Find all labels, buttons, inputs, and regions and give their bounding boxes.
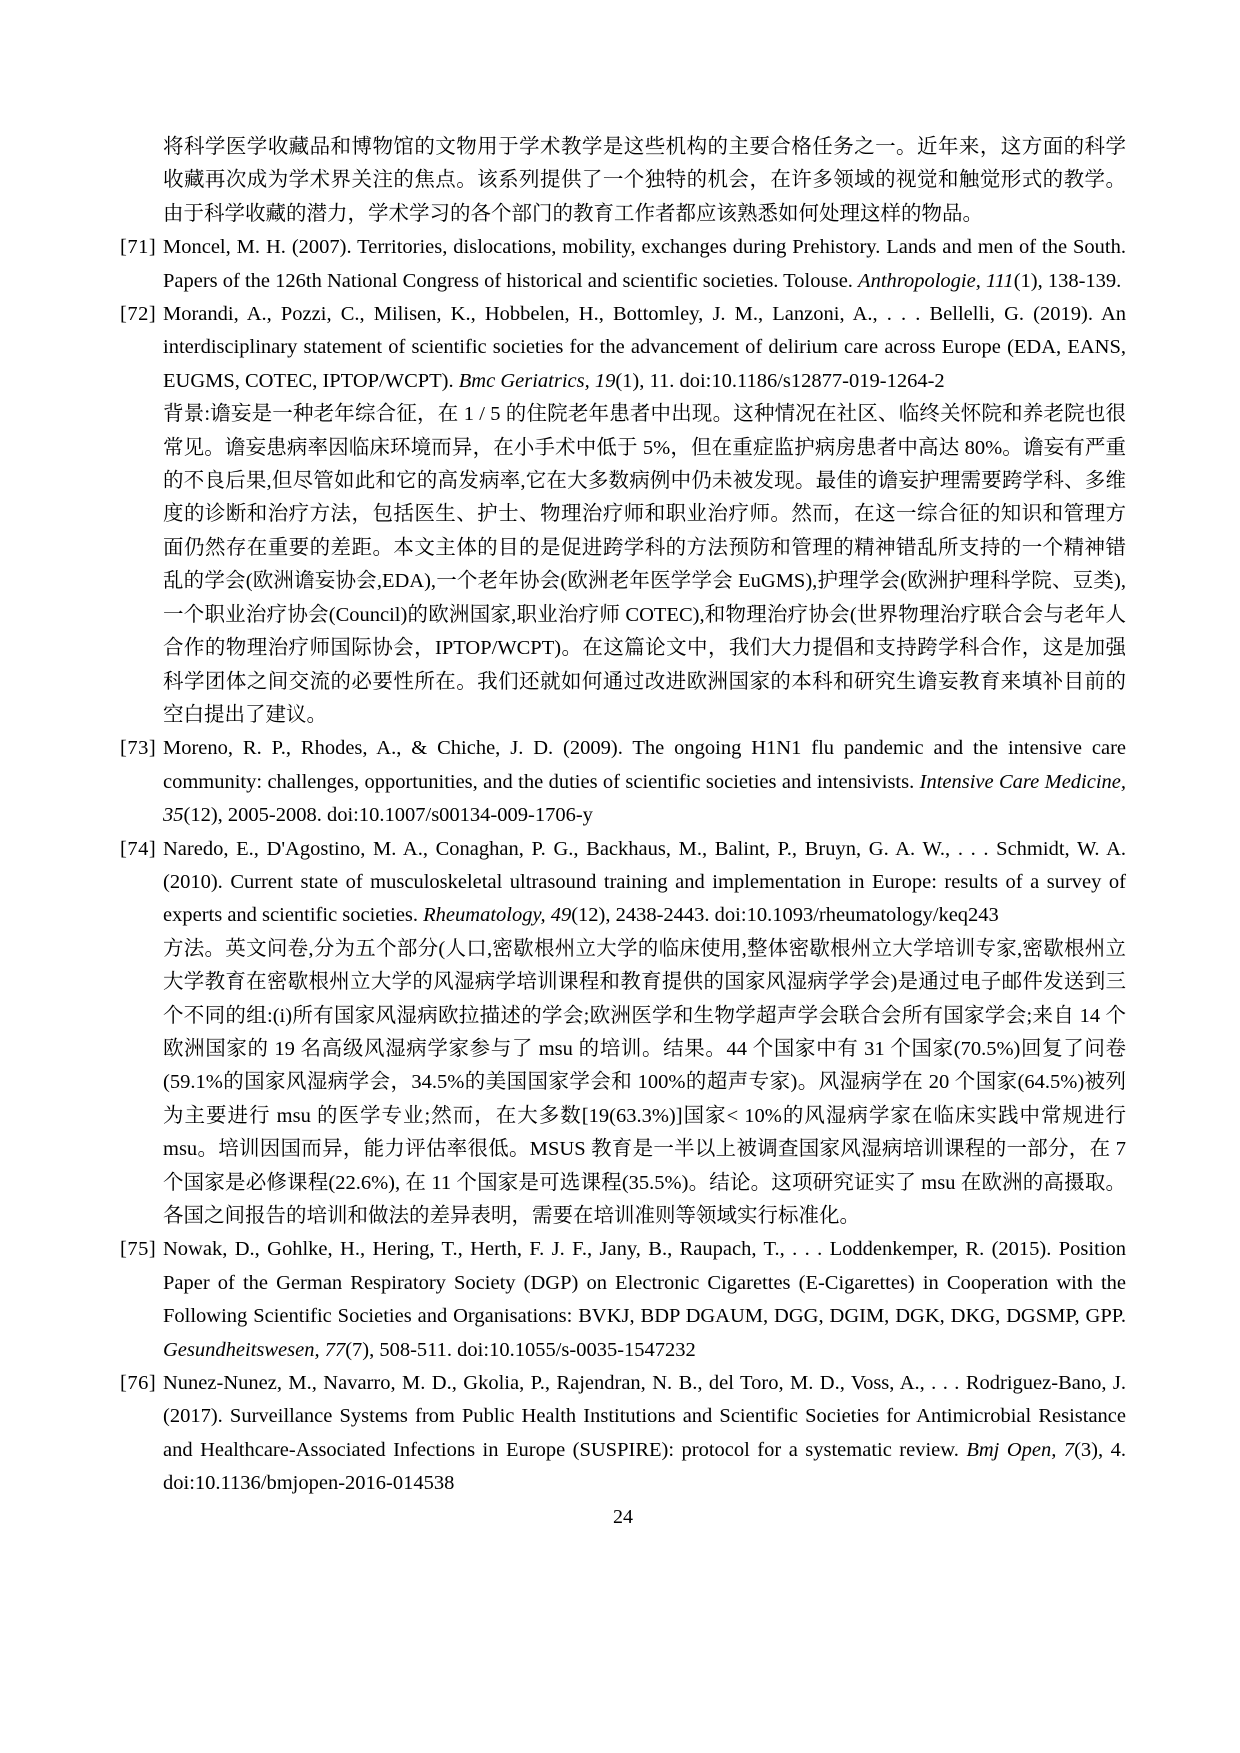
reference-71 xyxy=(120,231,1126,298)
citation-text: (7), 508-511. doi:10.1055/s-0035-1547232 xyxy=(345,1338,696,1361)
journal-name-italic: Intensive Care Medicine, 35 xyxy=(163,770,1127,827)
references-section xyxy=(120,131,1126,1501)
citation-text: (1), 138-139. xyxy=(1013,269,1122,292)
reference-73 xyxy=(120,732,1126,832)
journal-name-italic: Rheumatology, 49 xyxy=(423,904,572,927)
journal-name-italic: Bmc Geriatrics, 19 xyxy=(458,369,616,392)
citation-text: Moncel, M. H. (2007). Territories, dislocations, mobility, exchanges during Prehistory. Lands and men of the South. Papers of the 126th National Congress of historical and scientific societies. Tolouse. xyxy=(163,236,1126,292)
citation-text: Nowak, D., Gohlke, H., Hering, T., Herth, F. J. F., Jany, B., Raupach, T., . . . Loddenkemper, R. (2015). Position Paper of the German Respiratory Society (DGP) on Electronic Cigarettes (E-Cigarettes) in Cooperation with the Following Scientific Societies and Organisations: BVKJ, BDP DGAUM, DGG, DGIM, DGK, DKG, DGSMP, GPP. xyxy=(163,1238,1126,1328)
reference-number: [71] xyxy=(120,236,157,259)
reference-72 xyxy=(120,298,1126,732)
reference-number: [72] xyxy=(120,303,157,326)
reference-citation xyxy=(163,303,1126,392)
journal-name-italic: Anthropologie, 111 xyxy=(858,269,1014,292)
journal-name-italic: Gesundheitswesen, 77 xyxy=(163,1338,346,1361)
citation-text: (12), 2438-2443. doi:10.1093/rheumatology/keq243 xyxy=(571,904,999,927)
reference-abstract-chinese: 方法。英文问卷,分为五个部分(人口,密歇根州立大学的临床使用,整体密歇根州立大学培训专家,密歇根州立大学教育在密歇根州立大学的风湿病学培训课程和教育提供的国家风湿病学学会)是通过电子邮件发送到三个不同的组:(i)所有国家风湿病欧拉描述的学会;欧洲医学和生物学超声学会联合会所有国家学会;来自 14 个欧洲国家的 19 名高级风湿病学家参与了 msu 的培训。结果。44 个国家中有 31 个国家(70.5%)回复了问卷(59.1%的国家风湿病学会，34.5%的美国国家学会和 100%的超声专家)。风湿病学在 20 个国家(64.5%)被列为主要进行 msu 的医学专业;然而，在大多数[19(63.3%)]国家< 10%的风湿病学家在临床实践中常规进行 msu。培训因国而异，能力评估率很低。MSUS 教育是一半以上被调查国家风湿病培训课程的一部分，在 7 个国家是必修课程(22.6%), 在 11 个国家是可选课程(35.5%)。结论。这项研究证实了 msu 在欧洲的高摄取。各国之间报告的培训和做法的差异表明，需要在培训准则等领域实行标准化。 xyxy=(163,937,1126,1227)
reference-citation xyxy=(163,838,1126,927)
page-number: 24 xyxy=(613,1506,633,1528)
reference-citation xyxy=(163,236,1126,291)
intro-paragraph-chinese: 将科学医学收藏品和博物馆的文物用于学术教学是这些机构的主要合格任务之一。近年来，这方面的科学收藏再次成为学术界关注的焦点。该系列提供了一个独特的机会，在许多领域的视觉和触觉形式的教学。由于科学收藏的潜力，学术学习的各个部门的教育工作者都应该熟悉如何处理这样的物品。 xyxy=(163,136,1126,225)
citation-text: (12), 2005-2008. doi:10.1007/s00134-009-1706-y xyxy=(183,804,593,827)
citation-text: (1), 11. doi:10.1186/s12877-019-1264-2 xyxy=(615,369,945,392)
reference-citation xyxy=(163,737,1126,826)
reference-number: [74] xyxy=(120,837,157,860)
reference-number: [76] xyxy=(120,1372,157,1395)
reference-75 xyxy=(120,1233,1126,1367)
reference-abstract-chinese: 背景:谵妄是一种老年综合征，在 1 / 5 的住院老年患者中出现。这种情况在社区、临终关怀院和养老院也很常见。谵妄患病率因临床环境而异，在小手术中低于 5%，但在重症监护病房患者中高达 80%。谵妄有严重的不良后果,但尽管如此和它的高发病率,它在大多数病例中仍未被发现。最佳的谵妄护理需要跨学科、多维度的诊断和治疗方法，包括医生、护士、物理治疗师和职业治疗师。然而，在这一综合征的知识和管理方面仍然存在重要的差距。本文主体的目的是促进跨学科的方法预防和管理的精神错乱所支持的一个精神错乱的学会(欧洲谵妄协会,EDA),一个老年协会(欧洲老年医学学会 EuGMS),护理学会(欧洲护理科学院、豆类),一个职业治疗协会(Council)的欧洲国家,职业治疗师 COTEC),和物理治疗协会(世界物理治疗联合会与老年人合作的物理治疗师国际协会，IPTOP/WCPT)。在这篇论文中，我们大力提倡和支持跨学科合作，这是加强科学团体之间交流的必要性所在。我们还就如何通过改进欧洲国家的本科和研究生谵妄教育来填补目前的空白提出了建议。 xyxy=(163,403,1126,726)
reference-number: [75] xyxy=(120,1238,157,1261)
citation-text: Naredo, E., D'Agostino, M. A., Conaghan, P. G., Backhaus, M., Balint, P., Bruyn, G. A. W., . . . Schmidt, W. A. (2010). Current state of musculoskeletal ultrasound training and implementation in Europe: results of a survey of experts and scientific societies. xyxy=(163,837,1126,927)
citation-text: Morandi, A., Pozzi, C., Milisen, K., Hobbelen, H., Bottomley, J. M., Lanzoni, A., . . . Bellelli, G. (2019). An interdisciplinary statement of scientific societies for the advancement of delirium care across Europe (EDA, EANS, EUGMS, COTEC, IPTOP/WCPT). xyxy=(163,303,1126,392)
reference-citation xyxy=(163,1238,1126,1360)
reference-citation xyxy=(163,1372,1126,1494)
reference-74 xyxy=(120,833,1126,1234)
reference-76 xyxy=(120,1367,1126,1501)
citation-text: (3), 4. doi:10.1136/bmjopen-2016-014538 xyxy=(163,1438,1126,1495)
citation-text: Nunez-Nunez, M., Navarro, M. D., Gkolia, P., Rajendran, N. B., del Toro, M. D., Voss, A., . . . Rodriguez-Bano, J. (2017). Surveillance Systems from Public Health Institutions and Scientific Societies for Antimicrobial Resistance and Healthcare-Associated Infections in Europe (SUSPIRE): protocol for a systematic review. xyxy=(163,1372,1126,1461)
citation-text: Moreno, R. P., Rhodes, A., & Chiche, J. D. (2009). The ongoing H1N1 flu pandemic and the intensive care community: challenges, opportunities, and the duties of scientific societies and intensivists. xyxy=(163,737,1126,793)
reference-number: [73] xyxy=(120,737,157,760)
journal-name-italic: Bmj Open, 7 xyxy=(966,1438,1075,1461)
